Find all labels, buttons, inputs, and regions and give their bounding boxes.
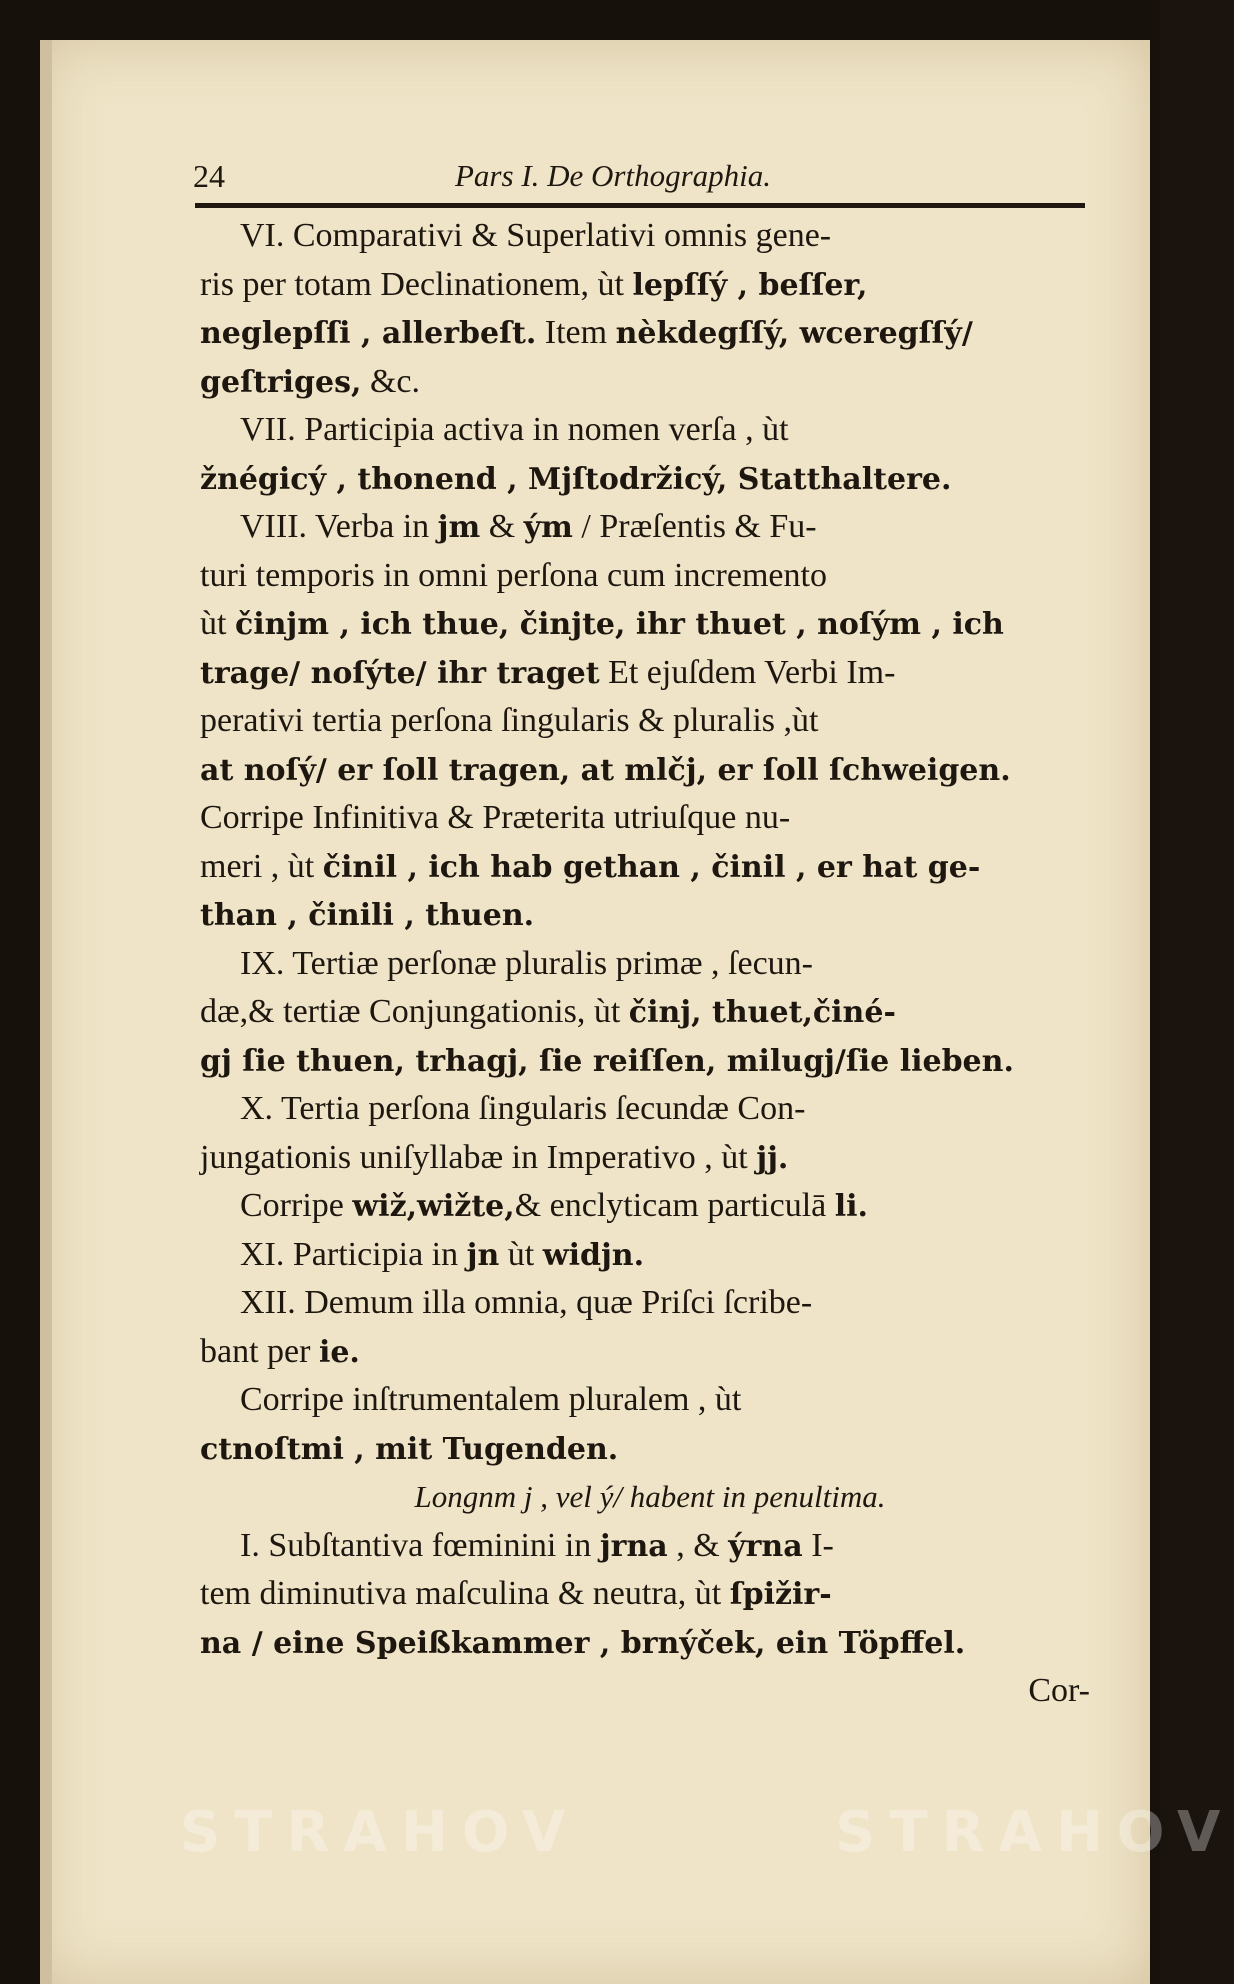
text-line: at noſý/ er ſoll tragen, at mlčj, er ſoll ſchweigen. [200,752,1011,788]
text-line: turi temporis in omni perſona cum incremento [200,556,827,594]
text-line: ctnoſtmi , mit Tugenden. [200,1431,619,1467]
text-line: I. Subſtantiva fœminini in jrna , & ýrna I- [240,1526,834,1564]
text-line: perativi tertia perſona ſingularis & pluralis ,ùt [200,702,819,739]
text-line: meri , ùt činil , ich hab gethan , činil , er hat ge- [200,847,981,885]
page-number: 24 [193,158,225,194]
text-line: XII. Demum illa omnia, quæ Priſci ſcribe- [240,1284,813,1321]
text-line: X. Tertia perſona ſingularis ſecundæ Con- [240,1090,806,1127]
text-line: tem diminutiva maſculina & neutra, ùt ſpižir- [200,1575,832,1612]
text-line: ris per totam Declinationem, ùt lepſſý , beſſer, [200,265,868,303]
catchword: Cor- [1028,1672,1090,1709]
text-line: Corripe Infinitiva & Præterita utriuſque nu- [200,799,791,836]
text-line: XI. Participia in jn ùt widjn. [240,1235,645,1273]
text-line: dæ,& tertiæ Conjungationis, ùt činj, thuet,činé- [200,993,896,1030]
page-gutter-shadow [40,40,52,1984]
text-line: VI. Comparativi & Superlativi omnis gene- [240,217,832,254]
text-line: na / eine Speißkammer , brnýček, ein Töpffel. [200,1625,966,1661]
text-line: trage/ noſýte/ ihr traget Et ejuſdem Verbi Im- [200,653,896,691]
watermark-left: STRAHOV [180,1800,580,1865]
text-line: gj ſie thuen, trhagj, ſie reiſſen, milugj/ſie lieben. [200,1043,1014,1079]
header-rule [195,203,1085,208]
text-line: VII. Participia activa in nomen verſa , ùt [240,411,789,448]
watermark-right: STRAHOV [835,1800,1234,1865]
text-line: ùt činjm , ich thue, činjte, ihr thuet , noſým , ich [200,605,1004,642]
text-line: geſtriges, &c. [200,362,420,400]
header-title: Pars I. De Orthographia. [455,158,772,193]
text-line: than , činili , thuen. [200,898,535,933]
section-subheading: Longnm j , vel ý/ habent in penultima. [414,1479,886,1514]
text-line: bant per ie. [200,1332,360,1370]
text-line: jungationis uniſyllabæ in Imperativo , ùt jj. [200,1138,789,1176]
running-head [155,158,1085,198]
text-line: Corripe inſtrumentalem pluralem , ùt [240,1381,742,1418]
text-line: Corripe wiž,wižte,& enclyticam particulā li. [240,1187,868,1224]
text-line: žnégicý , thonend , Mjſtodržicý, Statthaltere. [200,461,952,497]
text-line: neglepſſi , allerbeſt. Item nèkdegſſý, wceregſſý/ [200,314,973,351]
main-text [200,212,1100,1716]
text-line: IX. Tertiæ perſonæ pluralis primæ , ſecun- [240,944,814,982]
text-line: VIII. Verba in jm & ým / Præſentis & Fu- [240,508,817,545]
